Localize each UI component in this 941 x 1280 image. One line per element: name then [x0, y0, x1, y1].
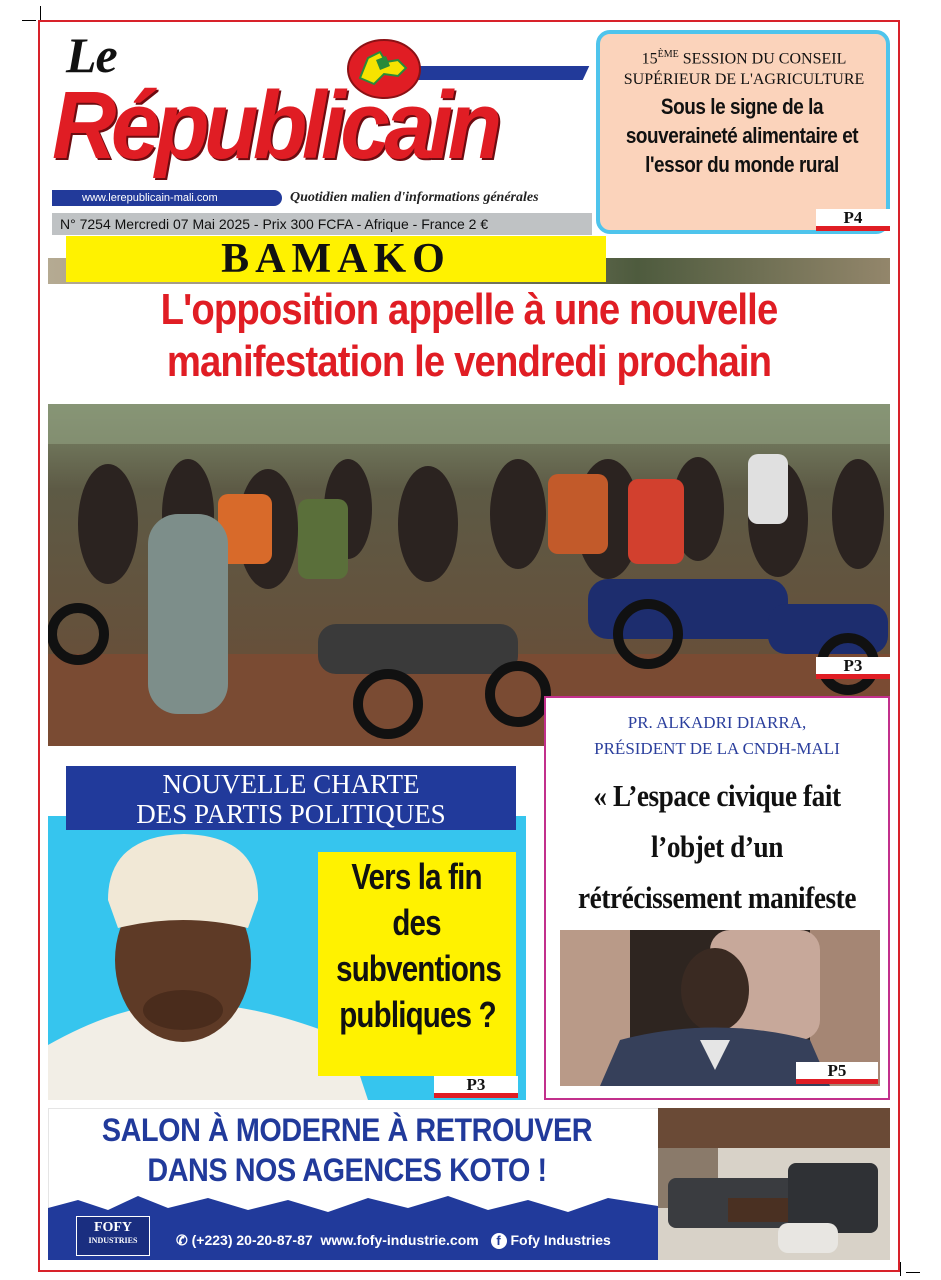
charte-subhead-line: subventions	[336, 948, 501, 989]
fofy-logo-sub: INDUSTRIES	[88, 1236, 138, 1245]
page-reference: P5	[796, 1062, 878, 1084]
top-story-headline[interactable]: Sous le signe de la souveraineté alimentaire et l'essor du monde rural	[625, 94, 859, 177]
charte-subhead-line: publiques ?	[338, 994, 496, 1035]
ad-sofa-photo	[658, 1108, 890, 1260]
phone-icon: ✆	[176, 1232, 188, 1248]
lead-headline-line: manifestation le vendredi prochain	[166, 337, 772, 386]
ad-website[interactable]: www.fofy-industrie.com	[320, 1232, 479, 1248]
ad-headline-line: DANS NOS AGENCES KOTO !	[147, 1152, 547, 1188]
masthead-tagline: Quotidien malien d'informations générales	[290, 190, 539, 205]
crop-mark	[40, 6, 41, 20]
top-story-kicker	[606, 44, 882, 90]
ad-headline-line: SALON À MODERNE À RETROUVER	[101, 1112, 593, 1148]
kicker-rest: SESSION DU CONSEIL SUPÉRIEUR DE L'AGRICULTURE	[623, 50, 865, 89]
interview-quote-line: l’objet d’un	[651, 829, 783, 864]
ad-phone[interactable]: (+223) 20-20-87-87	[191, 1232, 313, 1248]
kicker-sup: ÈME	[657, 49, 679, 60]
masthead-brand: Républicain	[52, 72, 497, 179]
ad-contact-line	[176, 1230, 611, 1250]
interview-quote-line: « L’espace civique fait	[593, 778, 841, 813]
page-reference: P4	[816, 209, 890, 231]
facebook-icon: f	[491, 1233, 507, 1249]
interview-kicker-line: PRÉSIDENT DE LA CNDH-MALI	[594, 739, 840, 758]
crop-mark	[900, 1262, 901, 1276]
charte-title[interactable]	[66, 766, 516, 830]
kicker-ordinal: 15	[641, 50, 658, 68]
section-label: BAMAKO	[66, 236, 606, 282]
masthead-le: Le	[66, 27, 117, 83]
charte-title-line: NOUVELLE CHARTE	[162, 769, 420, 799]
crop-mark	[22, 20, 36, 21]
ad-social[interactable]: Fofy Industries	[510, 1232, 611, 1248]
fofy-logo	[76, 1216, 150, 1256]
charte-subhead[interactable]	[318, 852, 516, 1076]
crop-mark	[906, 1272, 920, 1273]
issue-line: N° 7254 Mercredi 07 Mai 2025 - Prix 300 FCFA - Afrique - France 2 €	[52, 213, 592, 235]
charte-subhead-line: Vers la fin	[351, 856, 483, 897]
masthead-url[interactable]: www.lerepublicain-mali.com	[52, 190, 282, 206]
fofy-logo-text: FOFY	[93, 1220, 133, 1235]
lead-headline-line: L'opposition appelle à une nouvelle	[160, 285, 778, 334]
charte-title-line: DES PARTIS POLITIQUES	[136, 799, 446, 829]
interview-kicker-line: PR. ALKADRI DIARRA,	[627, 713, 807, 732]
charte-subhead-line: des	[392, 902, 442, 943]
protest-photo	[48, 404, 890, 746]
lead-headline[interactable]	[103, 284, 836, 388]
page-reference: P3	[434, 1076, 518, 1098]
page-reference: P3	[816, 657, 890, 679]
interview-quote-line: rétrécissement manifeste	[577, 880, 856, 915]
ad-headline	[83, 1110, 610, 1190]
interview-kicker	[556, 710, 878, 762]
